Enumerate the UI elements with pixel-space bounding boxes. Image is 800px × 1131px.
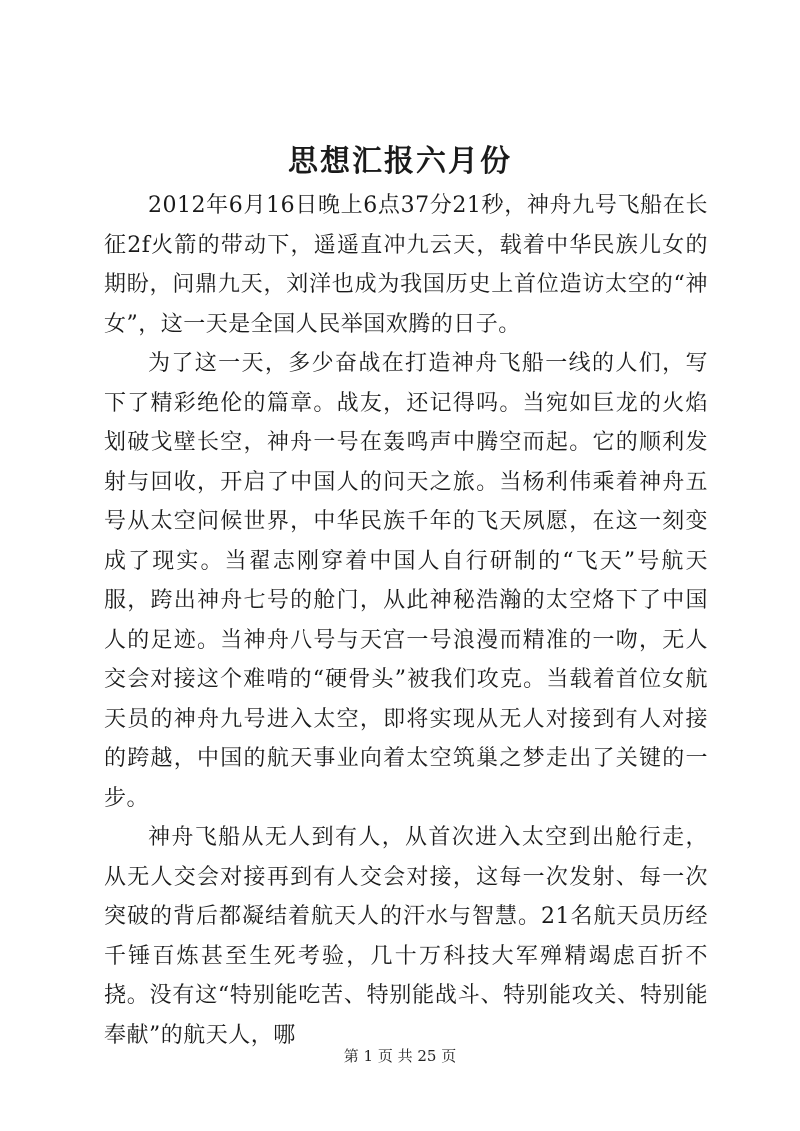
paragraph: 为了这一天，多少奋战在打造神舟飞船一线的人们，写下了精彩绝伦的篇章。战友，还记得吗。当宛如巨龙的火焰划破戈壁长空，神舟一号在轰鸣声中腾空而起。它的顺利发射与回收，开启了中国人的问天之旅。当杨利伟乘着神舟五号从太空问候世界，中华民族千年的飞天夙愿，在这一刻变成了现实。当翟志刚穿着中国人自行研制的“飞天”号航天服，跨出神舟七号的舱门，从此神秘浩瀚的太空烙下了中国人的足迹。当神舟八号与天宫一号浪漫而精准的一吻，无人交会对接这个难啃的“硬骨头”被我们攻克。当载着首位女航天员的神舟九号进入太空，即将实现从无人对接到有人对接的跨越，中国的航天事业向着太空筑巢之梦走出了关键的一步。 xyxy=(104,351,708,811)
paragraph: 2012年6月16日晚上6点37分21秒，神舟九号飞船在长征2f火箭的带动下，遥遥直冲九云天，载着中华民族儿女的期盼，问鼎九天，刘洋也成为我国历史上首位造访太空的“神女”，这一天是全国人民举国欢腾的日子。 xyxy=(104,193,708,337)
document-body xyxy=(104,186,708,1055)
page-number-footer: 第 1 页 共 25 页 xyxy=(343,1047,457,1065)
document-title: 思想汇报六月份 xyxy=(288,144,512,179)
paragraph: 神舟飞船从无人到有人，从首次进入太空到出舱行走，从无人交会对接再到有人交会对接，这每一次发射、每一次突破的背后都凝结着航天人的汗水与智慧。21名航天员历经千锤百炼甚至生死考验，几十万科技大军殚精竭虑百折不挠。没有这“特别能吃苦、特别能战斗、特别能攻关、特别能奉献”的航天人，哪 xyxy=(104,825,708,1048)
